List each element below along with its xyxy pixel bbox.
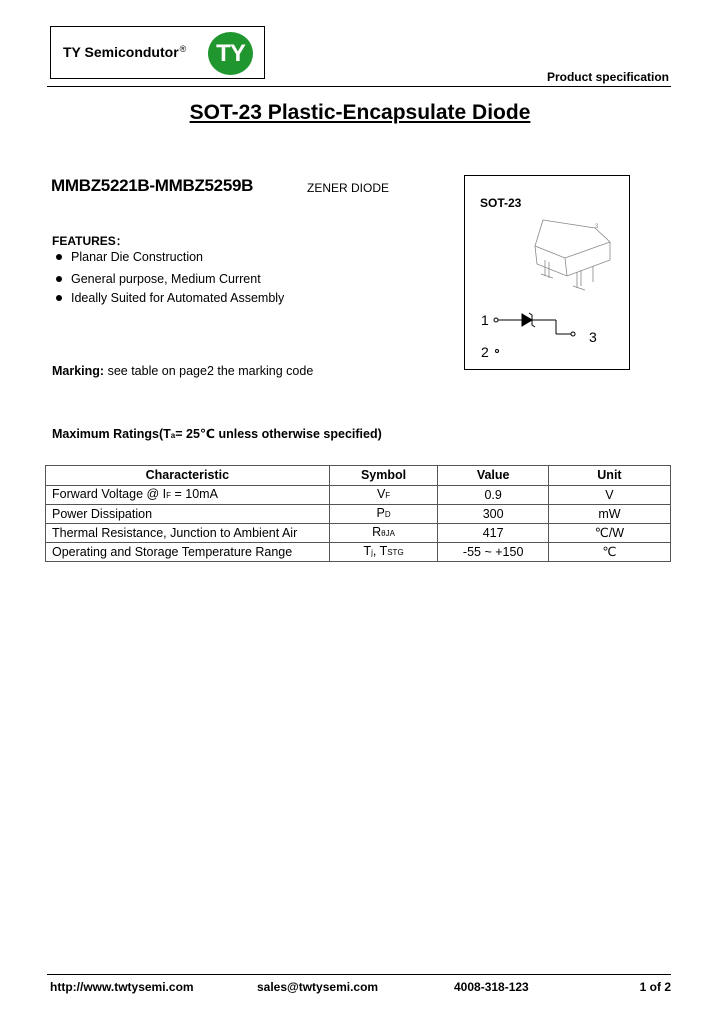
characteristic-cell: Thermal Resistance, Junction to Ambient Air — [46, 524, 330, 543]
column-header-value: Value — [438, 466, 548, 486]
registered-mark: ® — [179, 44, 187, 54]
feature-item: Planar Die Construction — [56, 250, 203, 264]
product-specification-label: Product specification — [546, 70, 669, 84]
ty-logo-badge: TY — [208, 32, 253, 75]
column-header-characteristic: Characteristic — [46, 466, 330, 486]
symbol-cell: RθJA — [329, 524, 438, 543]
footer-website-link[interactable]: http://www.twtysemi.com — [50, 980, 194, 994]
part-number-range: MMBZ5221B-MMBZ5259B — [51, 176, 254, 195]
sot23-package-drawing — [465, 176, 629, 369]
zener-diode-symbol-icon — [494, 313, 575, 353]
bullet-icon — [56, 276, 62, 282]
company-name: TY Semicondutor® — [63, 44, 187, 60]
characteristic-cell: Power Dissipation — [46, 505, 330, 524]
column-header-unit: Unit — [548, 466, 670, 486]
unit-cell: ℃/W — [548, 524, 670, 543]
package-outline-icon — [535, 220, 610, 290]
value-cell: -55 ~ +150 — [438, 543, 548, 562]
unit-cell: mW — [548, 505, 670, 524]
value-cell: 300 — [438, 505, 548, 524]
package-diagram-box — [464, 175, 630, 370]
table-row — [46, 543, 671, 562]
footer-rule — [47, 974, 671, 975]
page-number: 1 of 2 — [639, 980, 671, 994]
company-logo-box — [50, 26, 265, 79]
feature-item: General purpose, Medium Current — [56, 272, 261, 286]
unit-cell: V — [548, 486, 670, 505]
header-rule — [47, 86, 671, 87]
svg-text:3: 3 — [595, 224, 599, 230]
feature-item: Ideally Suited for Automated Assembly — [56, 291, 284, 305]
unit-cell: ℃ — [548, 543, 670, 562]
features-heading: FEATURES： — [52, 234, 128, 248]
table-header-row — [46, 466, 671, 486]
value-cell: 0.9 — [438, 486, 548, 505]
document-title: SOT-23 Plastic-Encapsulate Diode — [189, 101, 531, 124]
characteristic-cell: Forward Voltage @ IF = 10mA — [46, 486, 330, 505]
characteristic-cell: Operating and Storage Temperature Range — [46, 543, 330, 562]
symbol-cell: Tj, TSTG — [329, 543, 438, 562]
footer-phone: 4008-318-123 — [454, 980, 529, 994]
part-type: ZENER DIODE — [307, 181, 390, 195]
bullet-icon — [56, 295, 62, 301]
bullet-icon — [56, 254, 62, 260]
table-row — [46, 505, 671, 524]
footer-email-link[interactable]: sales@twtysemi.com — [257, 980, 379, 994]
pin-1-label: 1 — [481, 312, 489, 328]
maximum-ratings-table — [45, 465, 671, 562]
pin-2-label: 2 — [481, 344, 489, 360]
pin-3-label: 3 — [589, 329, 597, 345]
column-header-symbol: Symbol — [329, 466, 438, 486]
symbol-cell: VF — [329, 486, 438, 505]
marking-note: Marking: see table on page2 the marking code — [52, 364, 314, 378]
package-title: SOT-23 — [480, 196, 522, 210]
value-cell: 417 — [438, 524, 548, 543]
table-row — [46, 524, 671, 543]
symbol-cell: PD — [329, 505, 438, 524]
table-row — [46, 486, 671, 505]
max-ratings-heading: Maximum Ratings(Ta= 25℃ unless otherwise specified) — [52, 427, 382, 441]
